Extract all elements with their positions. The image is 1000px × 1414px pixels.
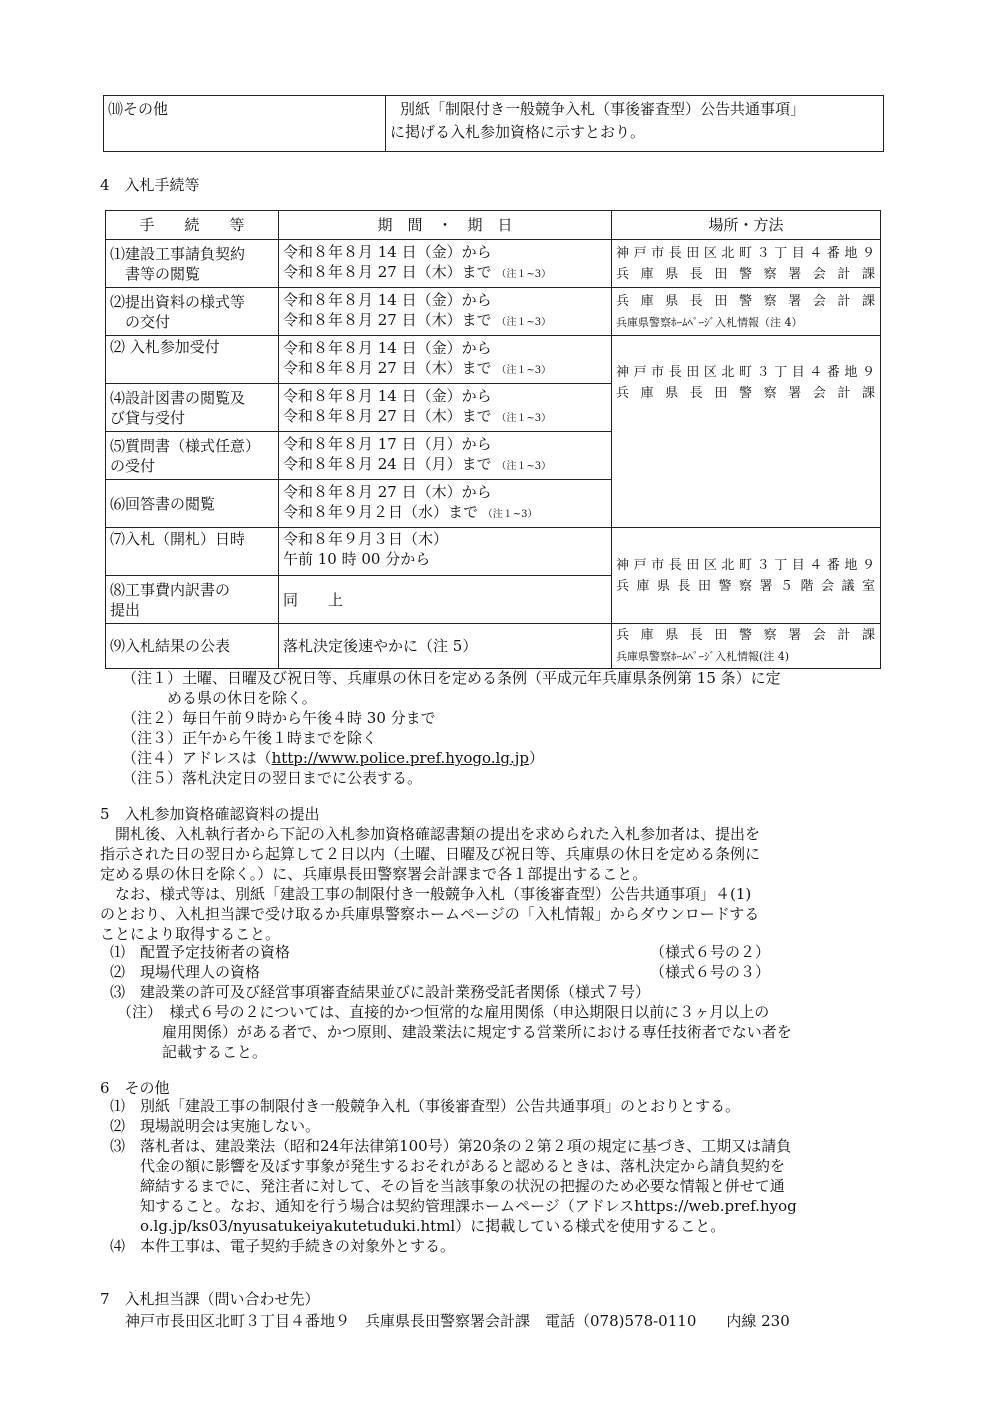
date-note: （注１~3） bbox=[496, 413, 552, 424]
date-to: 令和８年８月 24 日（月）まで bbox=[283, 455, 492, 473]
procedure-name: ⑵ 入札参加受付 bbox=[110, 338, 220, 356]
date-to: 令和８年９月２日（水）まで bbox=[283, 503, 479, 521]
note-2: （注２）毎日午前９時から午後４時 30 分まで bbox=[122, 709, 436, 727]
section-6-heading: 6 その他 bbox=[100, 1079, 170, 1097]
date-to: 令和８年８月 27 日（木）まで bbox=[283, 311, 492, 329]
sec5-para-line: ことにより取得すること。 bbox=[100, 925, 281, 943]
sec6-line: 代金の額に影響を及ぼす事象が発生するおそれがあると認めるときは、落札決定から請負契約を bbox=[110, 1157, 786, 1175]
procedure-name: ⑷設計図書の閲覧及 bbox=[110, 388, 246, 407]
procedure-name: ⑼入札結果の公表 bbox=[110, 637, 231, 655]
date-from: 令和８年８月 17 日（月）から bbox=[283, 435, 492, 453]
sec5-item-1: ⑴ 配置予定技術者の資格 bbox=[110, 943, 291, 961]
sec5-note-line: 雇用関係）がある者で、かつ原則、建設業法に規定する営業所における専任技術者でない者を bbox=[117, 1023, 792, 1041]
sec5-para-line: 定める県の休日を除く。）に、兵庫県長田警察署会計課まで各１部提出すること。 bbox=[100, 865, 648, 883]
date-to: 令和８年８月 27 日（木）まで bbox=[283, 407, 492, 425]
sec5-note-line: （注） 様式６号の２については、直接的かつ恒常的な雇用関係（申込期限日以前に３ヶ月以上の bbox=[117, 1003, 770, 1021]
sec5-item-2-form: （様式６号の３） bbox=[650, 963, 771, 981]
other-text-line1: 別紙「制限付き一般競争入札（事後審査型）公告共通事項」 bbox=[400, 100, 806, 118]
header-period: 期 間 ・ 期 日 bbox=[279, 211, 612, 240]
procedure-name: ⑵提出資料の様式等 bbox=[110, 292, 246, 311]
date-note: （注１~3） bbox=[496, 317, 552, 328]
procedure-name-cont: 提出 bbox=[110, 600, 141, 619]
date-note: （注１~3） bbox=[496, 461, 552, 472]
place-line: 兵庫県長田警察署会計課 bbox=[616, 386, 876, 401]
note-1-line1: （注１）土曜、日曜及び祝日等、兵庫県の休日を定める条例（平成元年兵庫県条例第 15 条）に定 bbox=[122, 669, 781, 687]
procedure-name: ⑻工事費内訳書の bbox=[110, 580, 231, 599]
date-to: 令和８年８月 27 日（木）まで bbox=[283, 263, 492, 281]
table-row bbox=[106, 240, 881, 288]
note-4-text: （注４）アドレスは（ bbox=[122, 749, 272, 767]
section-4-heading: 4 入札手続等 bbox=[100, 176, 200, 194]
other-requirements-table bbox=[103, 95, 884, 152]
place-line: 兵庫県警察ﾎｰﾑﾍﾟｰｼﾞ入札情報（注 4） bbox=[616, 315, 803, 329]
date-note: （注１~3） bbox=[496, 365, 552, 376]
sec6-line: 締結するまでに、発注者に対して、その旨を当該事象の状況の把握のため必要な情報と併せて通 bbox=[110, 1177, 785, 1195]
sec5-note-line: 記載すること。 bbox=[117, 1043, 268, 1061]
procedure-name: ⑴建設工事請負契約 bbox=[110, 244, 246, 263]
sec6-line: ⑵ 現場説明会は実施しない。 bbox=[110, 1117, 321, 1135]
other-text bbox=[386, 96, 884, 152]
sec5-item-2: ⑵ 現場代理人の資格 bbox=[110, 963, 261, 981]
sec5-para-line: 指示された日の翌日から起算して２日以内（土曜、日曜及び祝日等、兵庫県の休日を定める条例に bbox=[100, 845, 761, 863]
sec6-line: ⑴ 別紙「建設工事の制限付き一般競争入札（事後審査型）公告共通事項」のとおりとする。 bbox=[110, 1097, 741, 1115]
sec6-line: o.lg.jp/ks03/nyusatukeiyakutetuduki.html）に掲載している様式を使用すること。 bbox=[110, 1217, 726, 1235]
place-line: 神戸市長田区北町３丁目４番地９ bbox=[616, 245, 876, 261]
sec5-para-line: なお、様式等は、別紙「建設工事の制限付き一般競争入札（事後審査型）公告共通事項」４(1) bbox=[100, 885, 752, 903]
procedure-name-cont: の受付 bbox=[110, 456, 156, 475]
contact-line: 神戸市長田区北町３丁目４番地９ 兵庫県長田警察署会計課 電話（078)578-0110 内線 230 bbox=[110, 1312, 790, 1330]
procedure-name: ⑹回答書の閲覧 bbox=[110, 494, 216, 513]
police-url-link[interactable]: http://www.police.pref.hyogo.lg.jp bbox=[271, 749, 529, 767]
place-line: 神戸市長田区北町３丁目４番地９ bbox=[616, 365, 876, 380]
date-note: （注１~3） bbox=[482, 509, 538, 520]
sec5-item-1-form: （様式６号の２） bbox=[650, 943, 771, 961]
note-5: （注５）落札決定日の翌日までに公表する。 bbox=[122, 769, 423, 787]
note-1-line2: める県の休日を除く。 bbox=[122, 689, 317, 707]
place-line: 兵庫県長田警察署会計課 bbox=[616, 628, 876, 643]
sec5-para-line: 開札後、入札執行者から下記の入札参加資格確認書類の提出を求められた入札参加者は、提出を bbox=[100, 825, 761, 843]
date-to: 令和８年８月 27 日（木）まで bbox=[283, 359, 492, 377]
date-from: 令和８年８月 14 日（金）から bbox=[283, 387, 492, 405]
section-7-heading: 7 入札担当課（問い合わせ先） bbox=[100, 1290, 320, 1308]
date-from: 落札決定後速やかに（注 5） bbox=[283, 637, 478, 655]
place-line: 兵庫県警察ﾎｰﾑﾍﾟｰｼﾞ入札情報(注 4) bbox=[616, 650, 790, 663]
table-row bbox=[106, 336, 881, 384]
place-line: 兵庫県長田警察署会計課 bbox=[616, 266, 876, 282]
header-place: 場所・方法 bbox=[612, 211, 881, 240]
table-row bbox=[106, 624, 881, 669]
procedure-name-cont: の交付 bbox=[110, 312, 171, 331]
sec6-line: ⑷ 本件工事は、電子契約手続きの対象外とする。 bbox=[110, 1237, 456, 1255]
table-row bbox=[106, 528, 881, 576]
date-from: 令和８年８月 14 日（金）から bbox=[283, 339, 492, 357]
other-text-line2: に掲げる入札参加資格に示すとおり。 bbox=[390, 123, 646, 141]
date-from: 令和８年８月 14 日（金）から bbox=[283, 291, 492, 309]
procedure-name: ⑸質問書（様式任意） bbox=[110, 436, 261, 455]
procedure-name: ⑺入札（開札）日時 bbox=[110, 530, 246, 548]
place-line: 神戸市長田区北町３丁目４番地９ bbox=[616, 557, 876, 573]
date-note: （注１~3） bbox=[496, 269, 552, 280]
section-5-heading: 5 入札参加資格確認資料の提出 bbox=[100, 805, 320, 823]
table-header-row bbox=[106, 211, 881, 240]
other-label: ⑽その他 bbox=[104, 96, 386, 152]
procedure-name-cont: 書等の閲覧 bbox=[110, 264, 201, 283]
header-procedure: 手 続 等 bbox=[106, 211, 279, 240]
procedure-name-cont: び貸与受付 bbox=[110, 408, 186, 427]
note-4-close: ） bbox=[528, 749, 544, 767]
procedure-table bbox=[105, 210, 881, 669]
sec5-item-3: ⑶ 建設業の許可及び経営事項審査結果並びに設計業務受託者関係（様式７号） bbox=[110, 983, 651, 1001]
date-from: 令和８年８月 27 日（木）から bbox=[283, 483, 492, 501]
table-row bbox=[106, 288, 881, 336]
date-from: 同 上 bbox=[283, 590, 344, 609]
sec6-line: ⑶ 落札者は、建設業法（昭和24年法律第100号）第20条の２第２項の規定に基づき、工期又は請負 bbox=[110, 1137, 792, 1155]
date-from: 令和８年８月 14 日（金）から bbox=[283, 243, 492, 261]
date-to: 午前 10 時 00 分から bbox=[283, 550, 431, 568]
note-3: （注３）正午から午後１時までを除く bbox=[122, 729, 378, 747]
note-4 bbox=[122, 748, 544, 768]
sec5-para-line: のとおり、入札担当課で受け取るか兵庫県警察ホームページの「入札情報」からダウンロードする bbox=[100, 905, 760, 923]
date-from: 令和８年９月３日（木） bbox=[283, 530, 449, 548]
place-line: 兵庫県長田警察署５階会議室 bbox=[616, 578, 876, 594]
place-line: 兵庫県長田警察署会計課 bbox=[616, 293, 876, 309]
sec6-line: 知すること。なお、通知を行う場合は契約管理課ホームページ（アドレスhttps://web.pref.hyog bbox=[110, 1197, 797, 1215]
